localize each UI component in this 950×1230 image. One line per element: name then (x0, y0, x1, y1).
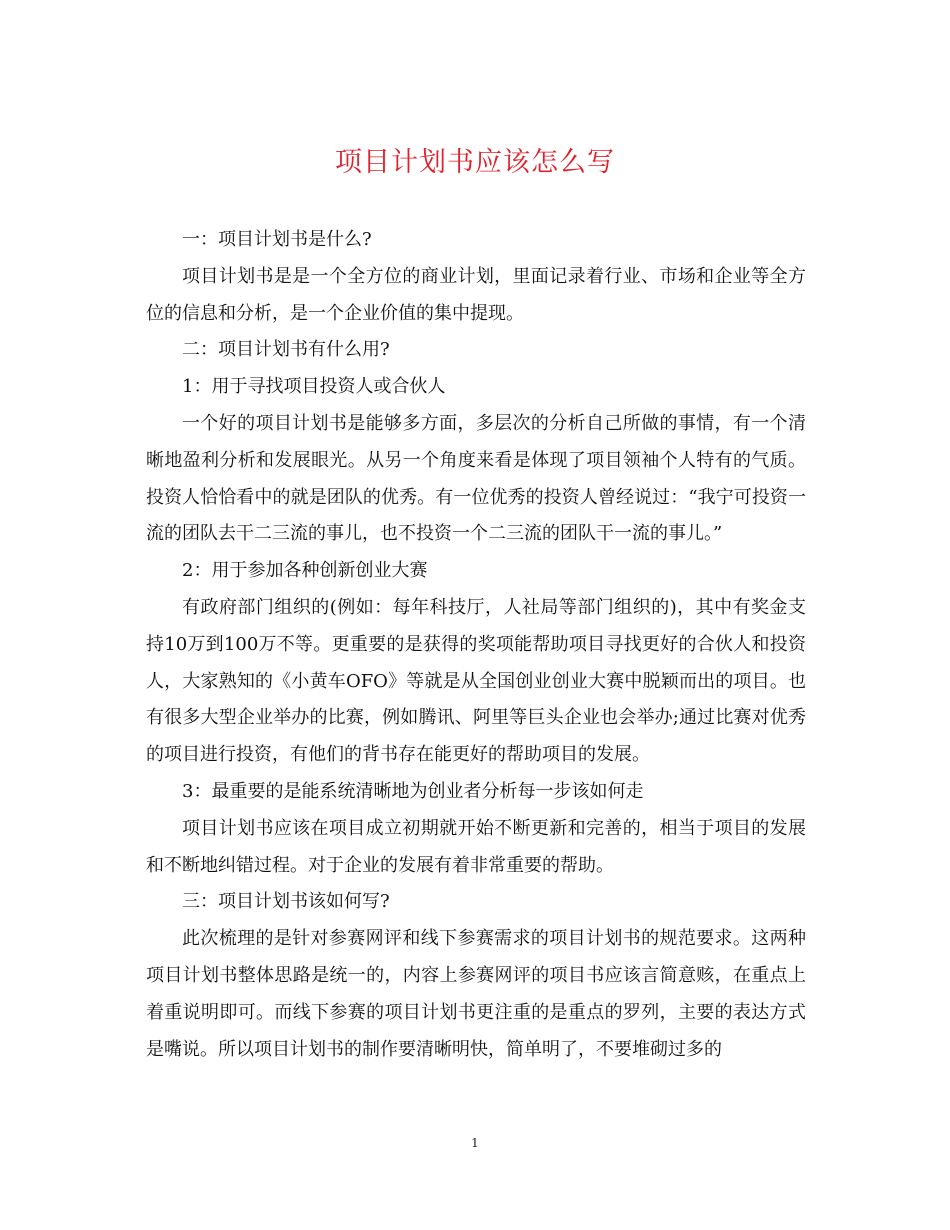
heading-how-to-write: 三：项目计划书该如何写? (182, 891, 390, 913)
paragraph-how-to-write: 此次梳理的是针对参赛网评和线下参赛需求的项目计划书的规范要求。这两种项目计划书整体思路是统一的，内容上参赛网评的项目书应该言简意赅，在重点上着重说明即可。而线下参赛的项目计划书更注重的是重点的罗列，主要的表达方式是嘴说。所以项目计划书的制作要清晰明快，简单明了，不要堆砌过多的 (146, 928, 806, 1060)
heading-what-use: 二：项目计划书有什么用? (182, 339, 390, 361)
subheading-find-investors: 1：用于寻找项目投资人或合伙人 (182, 376, 446, 398)
document-title: 项目计划书应该怎么写 (335, 147, 615, 178)
subheading-competitions: 2：用于参加各种创新创业大赛 (182, 560, 428, 582)
document-body (146, 222, 806, 1068)
subheading-systematic-analysis: 3：最重要的是能系统清晰地为创业者分析每一步该如何走 (182, 780, 644, 802)
heading-what-is-plan: 一：项目计划书是什么? (182, 229, 372, 250)
paragraph-find-investors: 一个好的项目计划书是能够多方面，多层次的分析自己所做的事情，有一个清晰地盈利分析和发展眼光。从另一个角度来看是体现了项目领袖个人特有的气质。投资人恰恰看中的就是团队的优秀。有一位优秀的投资人曾经说过：“我宁可投资一流的团队去干二三流的事儿，也不投资一个二三流的团队干一流的事儿。” (146, 412, 806, 545)
page-number: 1 (471, 1136, 479, 1150)
paragraph-competitions: 有政府部门组织的(例如：每年科技厅，人社局等部门组织的)，其中有奖金支持10万到100万不等。更重要的是获得的奖项能帮助项目寻找更好的合伙人和投资人，大家熟知的《小黄车OFO》等就是从全国创业创业大赛中脱颖而出的项目。也有很多大型企业举办的比赛，例如腾讯、阿里等巨头企业也会举办;通过比赛对优秀的项目进行投资，有他们的背书存在能更好的帮助项目的发展。 (146, 596, 806, 766)
paragraph-systematic-analysis: 项目计划书应该在项目成立初期就开始不断更新和完善的，相当于项目的发展和不断地纠错过程。对于企业的发展有着非常重要的帮助。 (146, 817, 806, 876)
paragraph-definition: 项目计划书是是一个全方位的商业计划，里面记录着行业、市场和企业等全方位的信息和分析，是一个企业价值的集中提现。 (146, 265, 806, 324)
